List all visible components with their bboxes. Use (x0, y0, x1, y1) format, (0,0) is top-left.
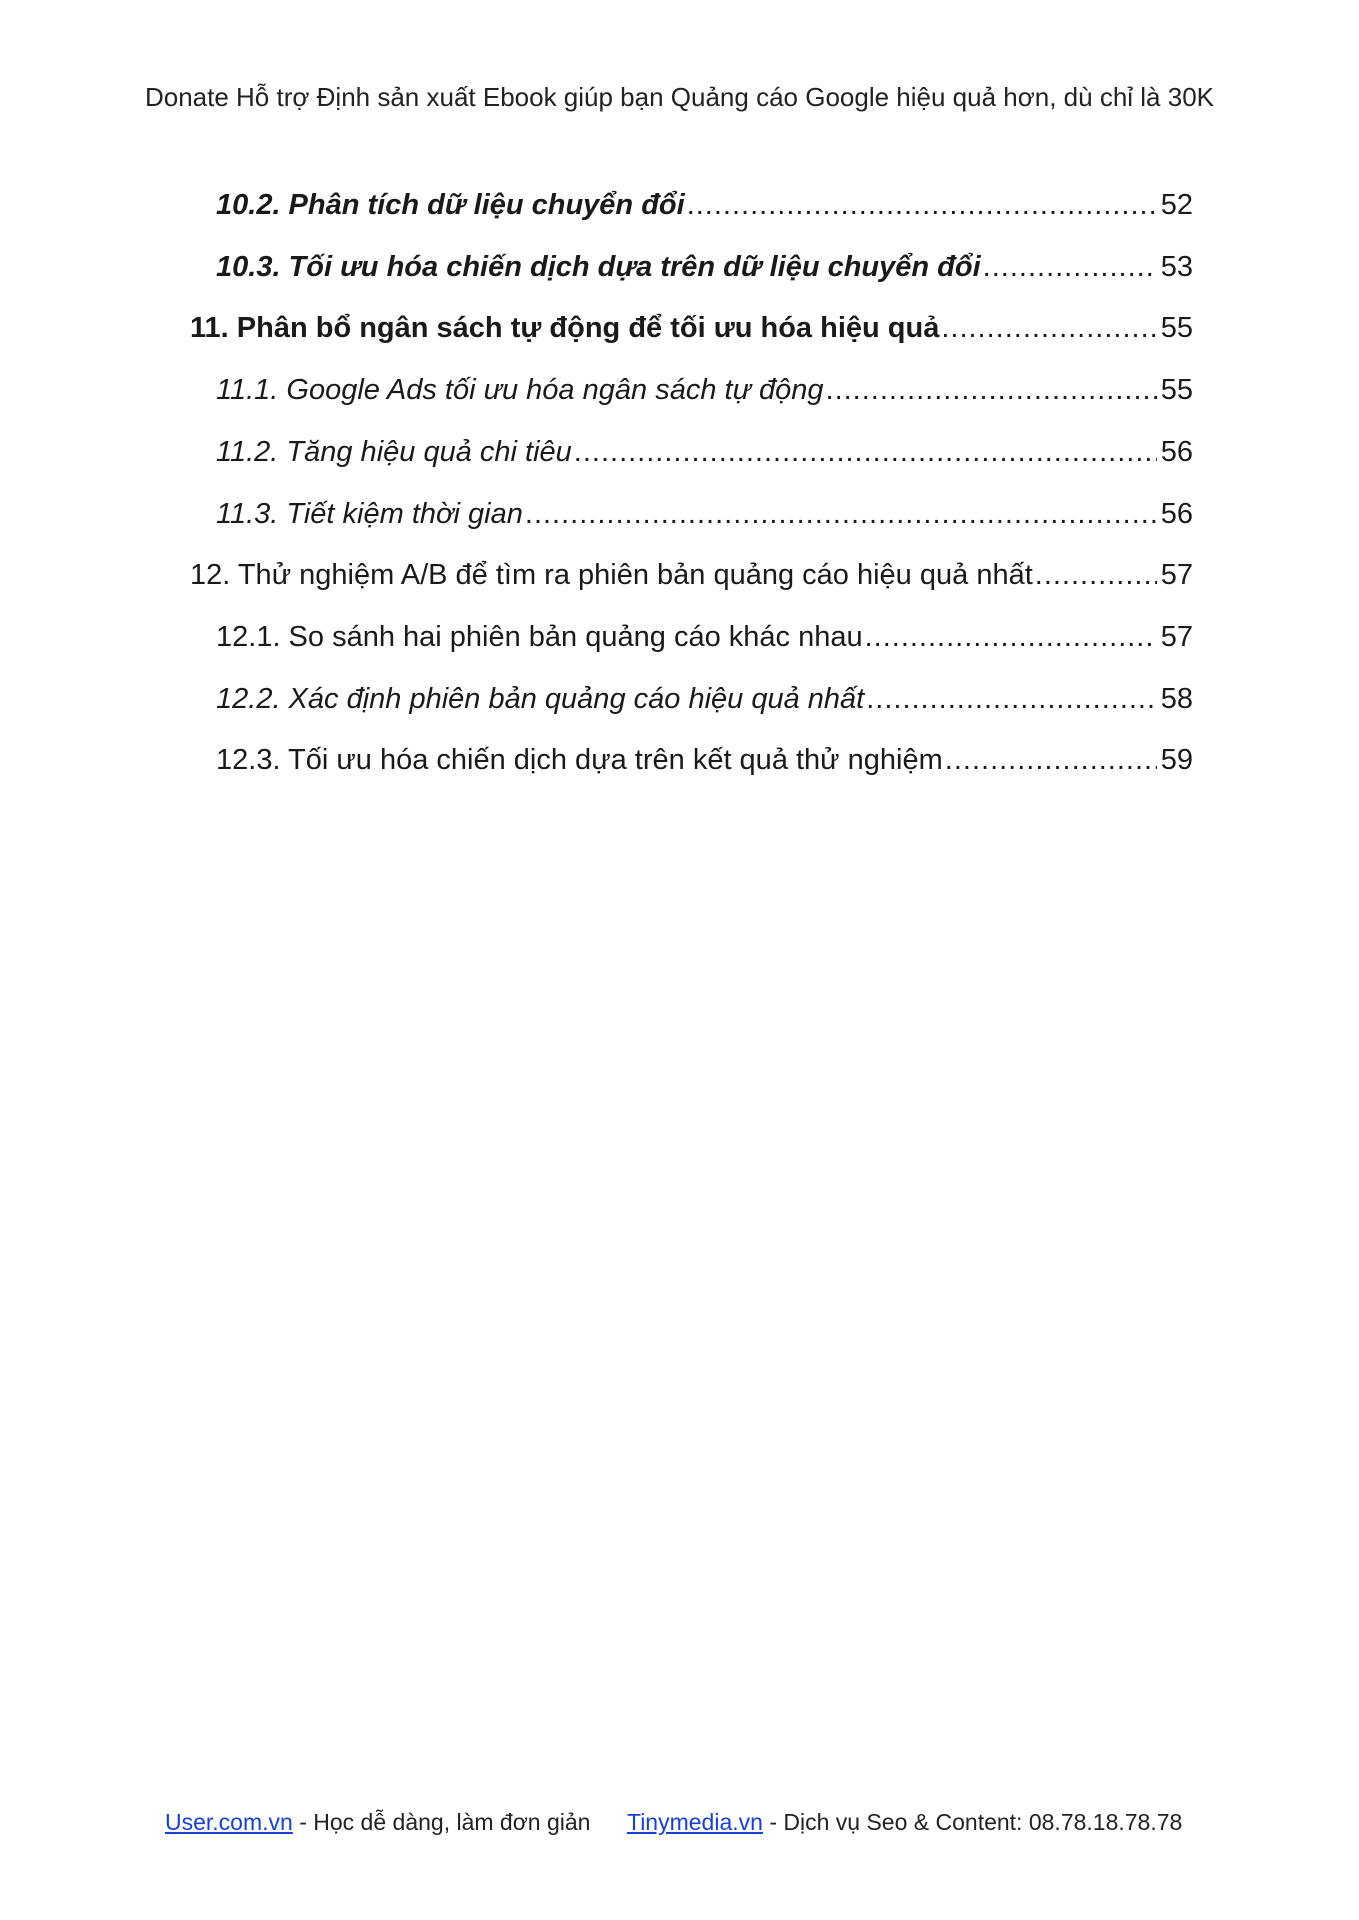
user-com-vn-link[interactable]: User.com.vn (165, 1809, 293, 1835)
header-text: Donate Hỗ trợ Định sản xuất Ebook giúp bạn Quảng cáo Google hiệu quả hơn, dù chỉ là 30K (144, 82, 1215, 112)
toc-entry-title: 11. Phân bổ ngân sách tự động để tối ưu hóa hiệu quả (190, 312, 940, 345)
toc-entry[interactable] (216, 370, 1193, 410)
toc-entry-page-number: 56 (1160, 497, 1193, 530)
toc-entry[interactable] (216, 247, 1193, 287)
toc-entry-page-number: 59 (1160, 744, 1193, 777)
toc-entry[interactable] (216, 617, 1193, 657)
toc-dot-leader (866, 679, 1157, 719)
toc-entry-page-number: 52 (1160, 189, 1193, 221)
toc-entry-title: 11.3. Tiết kiệm thời gian (216, 497, 523, 530)
tinymedia-vn-link[interactable]: Tinymedia.vn (627, 1809, 763, 1835)
toc-dot-leader (941, 308, 1156, 348)
toc-entry[interactable] (216, 432, 1193, 472)
toc-dot-leader (687, 185, 1157, 225)
footer-right-text: - Dịch vụ Seo & Content: 08.78.18.78.78 (762, 1809, 1183, 1835)
toc-entry-page-number: 55 (1160, 312, 1193, 345)
toc-entry[interactable] (216, 740, 1193, 780)
footer-right (627, 1807, 1182, 1837)
toc-entry-title: 10.2. Phân tích dữ liệu chuyển đổi (216, 189, 685, 221)
toc-dot-leader (865, 617, 1157, 657)
toc-dot-leader (826, 370, 1157, 410)
toc-entry-title: 12. Thử nghiệm A/B để tìm ra phiên bản quảng cáo hiệu quả nhất (190, 559, 1033, 592)
toc-dot-leader (945, 740, 1157, 780)
toc-dot-leader (1035, 555, 1157, 595)
toc-dot-leader (983, 247, 1157, 287)
toc-entry[interactable] (216, 494, 1193, 534)
toc-entry-title: 11.1. Google Ads tối ưu hóa ngân sách tự động (216, 374, 824, 407)
toc-dot-leader (574, 432, 1157, 472)
toc-entry-page-number: 58 (1160, 682, 1193, 715)
toc-entry-page-number: 57 (1160, 559, 1193, 592)
page-header (0, 80, 1359, 114)
toc-dot-leader (525, 494, 1157, 534)
toc-entry-page-number: 57 (1160, 620, 1193, 653)
toc-entry[interactable] (216, 679, 1193, 719)
toc-entry-page-number: 53 (1160, 250, 1193, 283)
footer-left-text: - Học dễ dàng, làm đơn giản (292, 1809, 591, 1835)
toc-entry-page-number: 55 (1160, 374, 1193, 407)
toc-entry-title: 12.2. Xác định phiên bản quảng cáo hiệu quả nhất (216, 682, 865, 715)
toc-entry-page-number: 56 (1160, 435, 1193, 468)
footer-left (165, 1807, 590, 1837)
toc-entry-title: 12.1. So sánh hai phiên bản quảng cáo khác nhau (216, 620, 863, 653)
toc-entry-title: 12.3. Tối ưu hóa chiến dịch dựa trên kết quả thử nghiệm (216, 744, 943, 777)
toc-entry-title: 11.2. Tăng hiệu quả chi tiêu (216, 435, 572, 468)
toc-entry[interactable] (190, 308, 1193, 348)
toc-entry-title: 10.3. Tối ưu hóa chiến dịch dựa trên dữ liệu chuyển đổi (216, 250, 981, 283)
toc-entry[interactable] (216, 185, 1193, 225)
toc-entry[interactable] (190, 555, 1193, 595)
